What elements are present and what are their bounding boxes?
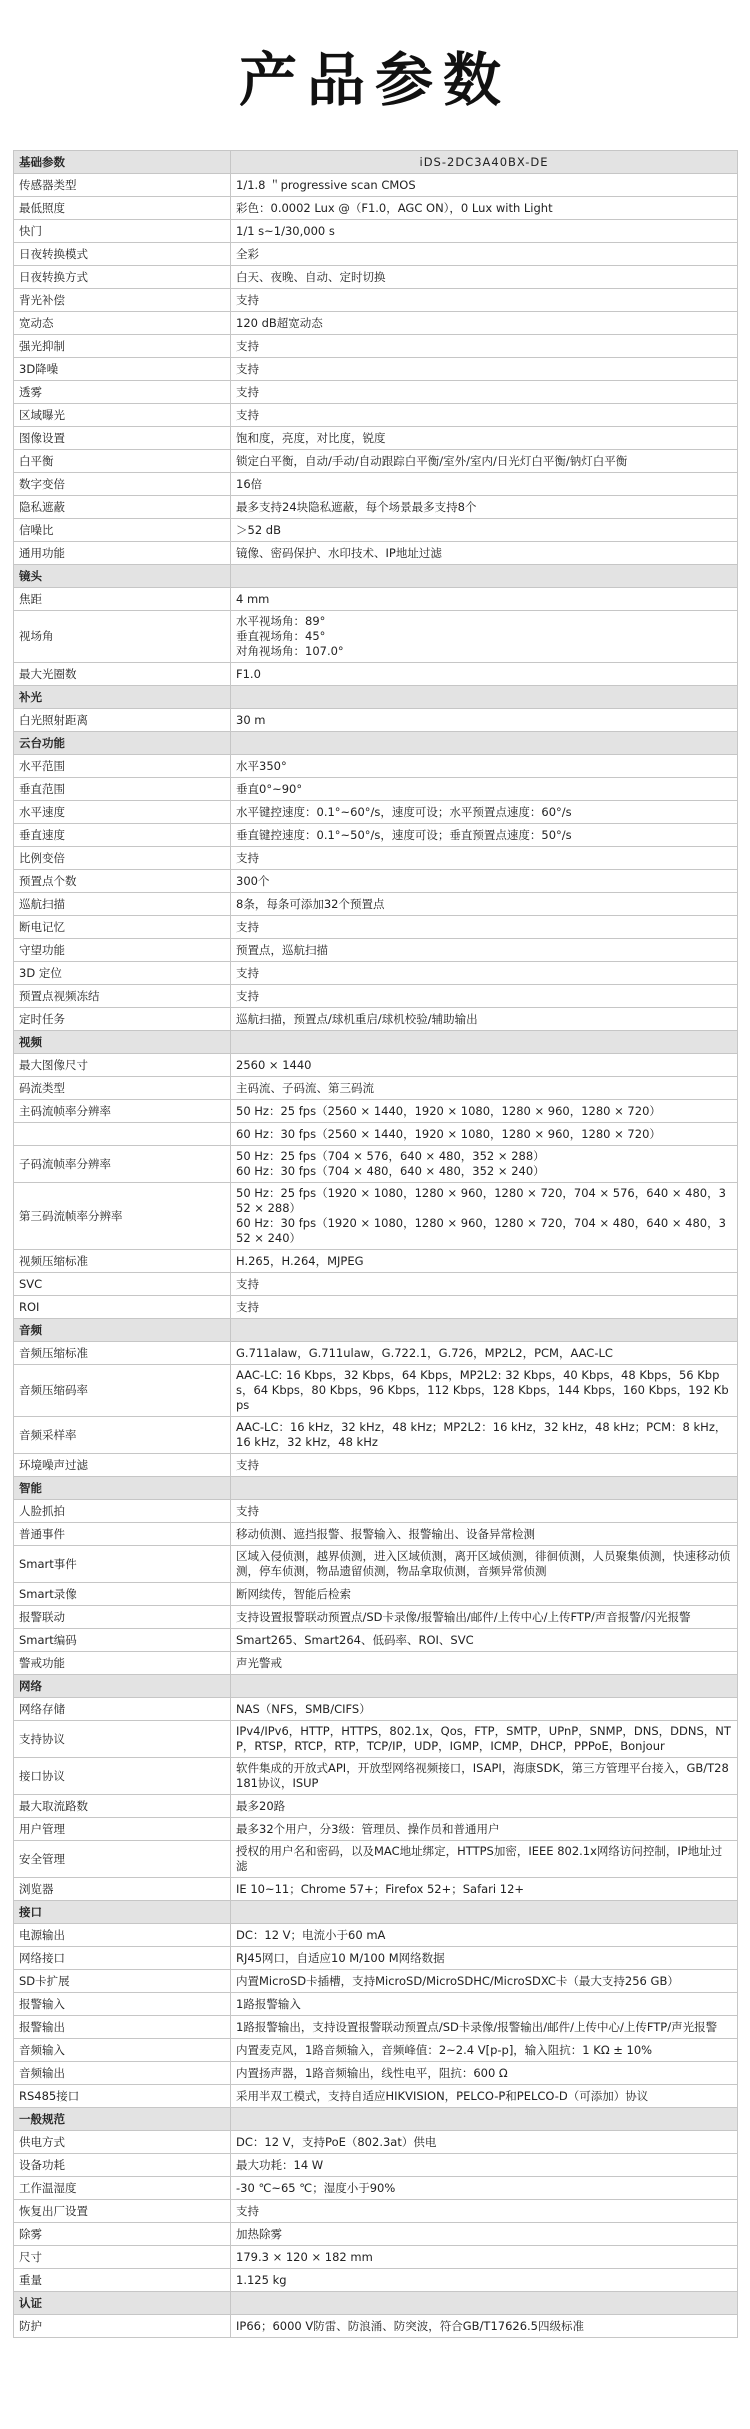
spec-row bbox=[14, 1947, 738, 1970]
spec-value: IE 10~11；Chrome 57+；Firefox 52+；Safari 12+ bbox=[231, 1878, 738, 1901]
spec-label: 安全管理 bbox=[14, 1841, 231, 1878]
spec-label: ROI bbox=[14, 1296, 231, 1319]
spec-label: 预置点个数 bbox=[14, 870, 231, 893]
section-header bbox=[14, 1675, 738, 1698]
spec-label: 除雾 bbox=[14, 2223, 231, 2246]
section-title: 认证 bbox=[14, 2292, 231, 2315]
spec-value bbox=[231, 611, 738, 663]
spec-label: Smart事件 bbox=[14, 1546, 231, 1583]
spec-label: 音频输入 bbox=[14, 2039, 231, 2062]
spec-row bbox=[14, 404, 738, 427]
spec-label: 垂直速度 bbox=[14, 824, 231, 847]
spec-value: 最大功耗：14 W bbox=[231, 2154, 738, 2177]
spec-label: RS485接口 bbox=[14, 2085, 231, 2108]
spec-row bbox=[14, 381, 738, 404]
spec-value: -30 ℃~65 ℃；湿度小于90% bbox=[231, 2177, 738, 2200]
spec-label: 人脸抓拍 bbox=[14, 1500, 231, 1523]
spec-row bbox=[14, 1818, 738, 1841]
spec-row bbox=[14, 962, 738, 985]
spec-label: 3D降噪 bbox=[14, 358, 231, 381]
spec-row bbox=[14, 801, 738, 824]
section-title: 一般规范 bbox=[14, 2108, 231, 2131]
spec-value-line: 垂直视场角：45° bbox=[236, 629, 326, 643]
spec-label: 图像设置 bbox=[14, 427, 231, 450]
spec-row bbox=[14, 473, 738, 496]
spec-row bbox=[14, 289, 738, 312]
spec-value: 支持 bbox=[231, 985, 738, 1008]
spec-row bbox=[14, 1054, 738, 1077]
spec-label: 最大光圈数 bbox=[14, 663, 231, 686]
spec-row bbox=[14, 1924, 738, 1947]
spec-value: NAS（NFS，SMB/CIFS） bbox=[231, 1698, 738, 1721]
spec-row bbox=[14, 1523, 738, 1546]
section-header bbox=[14, 686, 738, 709]
spec-label: 区域曝光 bbox=[14, 404, 231, 427]
spec-row bbox=[14, 335, 738, 358]
spec-value: 支持 bbox=[231, 404, 738, 427]
spec-value: H.265，H.264，MJPEG bbox=[231, 1250, 738, 1273]
spec-row bbox=[14, 1583, 738, 1606]
spec-table bbox=[13, 150, 738, 2338]
spec-label: 视频压缩标准 bbox=[14, 1250, 231, 1273]
spec-label: 背光补偿 bbox=[14, 289, 231, 312]
spec-value: 断网续传，智能后检索 bbox=[231, 1583, 738, 1606]
spec-row bbox=[14, 2200, 738, 2223]
spec-value: 1.125 kg bbox=[231, 2269, 738, 2292]
spec-label: 最大图像尺寸 bbox=[14, 1054, 231, 1077]
spec-row bbox=[14, 358, 738, 381]
spec-value: 内置扬声器，1路音频输出，线性电平，阻抗：600 Ω bbox=[231, 2062, 738, 2085]
spec-value: 声光警戒 bbox=[231, 1652, 738, 1675]
section-title: 镜头 bbox=[14, 565, 231, 588]
spec-value: 锁定白平衡，自动/手动/自动跟踪白平衡/室外/室内/日光灯白平衡/钠灯白平衡 bbox=[231, 450, 738, 473]
spec-row bbox=[14, 1077, 738, 1100]
section-header-blank bbox=[231, 1477, 738, 1500]
spec-label: SVC bbox=[14, 1273, 231, 1296]
spec-label: 重量 bbox=[14, 2269, 231, 2292]
spec-row bbox=[14, 266, 738, 289]
spec-value: 内置麦克风，1路音频输入，音频峰值：2~2.4 V[p-p]，输入阻抗：1 KΩ ± 10% bbox=[231, 2039, 738, 2062]
spec-row bbox=[14, 847, 738, 870]
spec-row bbox=[14, 2131, 738, 2154]
spec-label: 宽动态 bbox=[14, 312, 231, 335]
spec-label: 守望功能 bbox=[14, 939, 231, 962]
spec-row bbox=[14, 1841, 738, 1878]
spec-value: 授权的用户名和密码，以及MAC地址绑定，HTTPS加密，IEEE 802.1x网络访问控制，IP地址过滤 bbox=[231, 1841, 738, 1878]
spec-value: 8条，每条可添加32个预置点 bbox=[231, 893, 738, 916]
spec-value: 垂直0°~90° bbox=[231, 778, 738, 801]
spec-row bbox=[14, 1146, 738, 1183]
spec-row bbox=[14, 450, 738, 473]
spec-row bbox=[14, 519, 738, 542]
spec-value: RJ45网口，自适应10 M/100 M网络数据 bbox=[231, 1947, 738, 1970]
spec-value: 1路报警输入 bbox=[231, 1993, 738, 2016]
spec-row bbox=[14, 985, 738, 1008]
section-header-blank bbox=[231, 1901, 738, 1924]
spec-value: 1/1.8 ＂progressive scan CMOS bbox=[231, 174, 738, 197]
spec-row bbox=[14, 1365, 738, 1417]
spec-value: 支持设置报警联动预置点/SD卡录像/报警输出/邮件/上传中心/上传FTP/声音报警/闪光报警 bbox=[231, 1606, 738, 1629]
spec-label: 工作温湿度 bbox=[14, 2177, 231, 2200]
section-header bbox=[14, 1031, 738, 1054]
spec-row bbox=[14, 1606, 738, 1629]
spec-label: 网络存储 bbox=[14, 1698, 231, 1721]
spec-label: 白光照射距离 bbox=[14, 709, 231, 732]
section-header-blank bbox=[231, 686, 738, 709]
spec-label: 比例变倍 bbox=[14, 847, 231, 870]
spec-label: 通用功能 bbox=[14, 542, 231, 565]
spec-label: 浏览器 bbox=[14, 1878, 231, 1901]
section-title: 云台功能 bbox=[14, 732, 231, 755]
section-title: 基础参数 bbox=[14, 151, 231, 174]
section-header-blank bbox=[231, 1031, 738, 1054]
spec-row bbox=[14, 2177, 738, 2200]
section-title: 补光 bbox=[14, 686, 231, 709]
spec-row bbox=[14, 1123, 738, 1146]
spec-row bbox=[14, 1454, 738, 1477]
spec-value: 饱和度，亮度，对比度，锐度 bbox=[231, 427, 738, 450]
spec-row bbox=[14, 496, 738, 519]
spec-value: AAC-LC: 16 Kbps，32 Kbps，64 Kbps，MP2L2: 32 Kbps，40 Kbps，48 Kbps，56 Kbps，64 Kbps，80 Kbps，96 Kbps，112 Kbps，128 Kbps，144 Kbps，160 Kbps，192 Kbps bbox=[231, 1365, 738, 1417]
spec-row bbox=[14, 1795, 738, 1818]
spec-row bbox=[14, 2315, 738, 2338]
page-title: 产品参数 bbox=[238, 46, 511, 114]
spec-label: 白平衡 bbox=[14, 450, 231, 473]
section-header bbox=[14, 1901, 738, 1924]
spec-value-line: 60 Hz：30 fps（704 × 480，640 × 480，352 × 240） bbox=[236, 1164, 545, 1178]
spec-value: 移动侦测、遮挡报警、报警输入、报警输出、设备异常检测 bbox=[231, 1523, 738, 1546]
spec-label: 日夜转换方式 bbox=[14, 266, 231, 289]
spec-value: 垂直键控速度：0.1°~50°/s，速度可设；垂直预置点速度：50°/s bbox=[231, 824, 738, 847]
section-header-blank bbox=[231, 2108, 738, 2131]
spec-value: 支持 bbox=[231, 335, 738, 358]
spec-label: 电源输出 bbox=[14, 1924, 231, 1947]
spec-label: 音频压缩码率 bbox=[14, 1365, 231, 1417]
spec-value: 主码流、子码流、第三码流 bbox=[231, 1077, 738, 1100]
spec-value: 水平键控速度：0.1°~60°/s，速度可设；水平预置点速度：60°/s bbox=[231, 801, 738, 824]
spec-label: 巡航扫描 bbox=[14, 893, 231, 916]
spec-value: 300个 bbox=[231, 870, 738, 893]
spec-label: 3D 定位 bbox=[14, 962, 231, 985]
spec-label: 强光抑制 bbox=[14, 335, 231, 358]
spec-value: 支持 bbox=[231, 289, 738, 312]
spec-value: 最多20路 bbox=[231, 1795, 738, 1818]
spec-row bbox=[14, 824, 738, 847]
spec-row bbox=[14, 588, 738, 611]
spec-label: 预置点视频冻结 bbox=[14, 985, 231, 1008]
spec-row bbox=[14, 174, 738, 197]
section-header bbox=[14, 2292, 738, 2315]
spec-label: 警戒功能 bbox=[14, 1652, 231, 1675]
spec-label: 数字变倍 bbox=[14, 473, 231, 496]
spec-label: 尺寸 bbox=[14, 2246, 231, 2269]
spec-label: 用户管理 bbox=[14, 1818, 231, 1841]
spec-label: 供电方式 bbox=[14, 2131, 231, 2154]
section-header bbox=[14, 1477, 738, 1500]
spec-row bbox=[14, 709, 738, 732]
spec-label: 码流类型 bbox=[14, 1077, 231, 1100]
section-header bbox=[14, 2108, 738, 2131]
spec-row bbox=[14, 2062, 738, 2085]
spec-value: 内置MicroSD卡插槽，支持MicroSD/MicroSDHC/MicroSDXC卡（最大支持256 GB） bbox=[231, 1970, 738, 1993]
spec-label: 网络接口 bbox=[14, 1947, 231, 1970]
spec-value: 支持 bbox=[231, 2200, 738, 2223]
spec-row bbox=[14, 755, 738, 778]
spec-row bbox=[14, 1008, 738, 1031]
spec-row bbox=[14, 1993, 738, 2016]
spec-value: 巡航扫描，预置点/球机重启/球机校验/辅助输出 bbox=[231, 1008, 738, 1031]
spec-row bbox=[14, 1183, 738, 1250]
spec-row bbox=[14, 220, 738, 243]
spec-value: 16倍 bbox=[231, 473, 738, 496]
spec-value: DC：12 V，支持PoE（802.3at）供电 bbox=[231, 2131, 738, 2154]
spec-label: 音频采样率 bbox=[14, 1417, 231, 1454]
spec-row bbox=[14, 939, 738, 962]
spec-value: 全彩 bbox=[231, 243, 738, 266]
spec-label: 接口协议 bbox=[14, 1758, 231, 1795]
spec-label: 断电记忆 bbox=[14, 916, 231, 939]
spec-value: 1路报警输出，支持设置报警联动预置点/SD卡录像/报警输出/邮件/上传中心/上传FTP/声光报警 bbox=[231, 2016, 738, 2039]
spec-row bbox=[14, 1250, 738, 1273]
spec-value: DC：12 V；电流小于60 mA bbox=[231, 1924, 738, 1947]
section-title: 接口 bbox=[14, 1901, 231, 1924]
spec-value: 区域入侵侦测，越界侦测，进入区域侦测，离开区域侦测，徘徊侦测，人员聚集侦测，快速移动侦测，停车侦测，物品遗留侦测，物品拿取侦测，音频异常侦测 bbox=[231, 1546, 738, 1583]
spec-value: 支持 bbox=[231, 847, 738, 870]
spec-value: 2560 × 1440 bbox=[231, 1054, 738, 1077]
spec-row bbox=[14, 1878, 738, 1901]
spec-value: 50 Hz：25 fps（2560 × 1440，1920 × 1080，1280 × 960，1280 × 720） bbox=[231, 1100, 738, 1123]
spec-row bbox=[14, 663, 738, 686]
section-title: 智能 bbox=[14, 1477, 231, 1500]
spec-label: 设备功耗 bbox=[14, 2154, 231, 2177]
spec-value: 4 mm bbox=[231, 588, 738, 611]
section-title: 音频 bbox=[14, 1319, 231, 1342]
spec-row bbox=[14, 2246, 738, 2269]
section-header-blank bbox=[231, 2292, 738, 2315]
spec-row bbox=[14, 2016, 738, 2039]
section-header bbox=[14, 732, 738, 755]
spec-value: 加热除雾 bbox=[231, 2223, 738, 2246]
spec-row bbox=[14, 2085, 738, 2108]
spec-label: 垂直范围 bbox=[14, 778, 231, 801]
spec-value: Smart265、Smart264、低码率、ROI、SVC bbox=[231, 1629, 738, 1652]
section-header bbox=[14, 151, 738, 174]
spec-label: SD卡扩展 bbox=[14, 1970, 231, 1993]
section-header bbox=[14, 565, 738, 588]
section-header-blank bbox=[231, 565, 738, 588]
spec-row bbox=[14, 542, 738, 565]
spec-row bbox=[14, 243, 738, 266]
spec-row bbox=[14, 1698, 738, 1721]
spec-row bbox=[14, 611, 738, 663]
spec-value: 60 Hz：30 fps（2560 × 1440，1920 × 1080，1280 × 960，1280 × 720） bbox=[231, 1123, 738, 1146]
spec-value: 支持 bbox=[231, 962, 738, 985]
spec-row bbox=[14, 2269, 738, 2292]
spec-row bbox=[14, 778, 738, 801]
spec-value: ＞52 dB bbox=[231, 519, 738, 542]
spec-label: 报警输入 bbox=[14, 1993, 231, 2016]
spec-value: 120 dB超宽动态 bbox=[231, 312, 738, 335]
spec-label bbox=[14, 1123, 231, 1146]
spec-value-line: 对角视场角：107.0° bbox=[236, 644, 344, 658]
spec-value: 1/1 s~1/30,000 s bbox=[231, 220, 738, 243]
spec-row bbox=[14, 893, 738, 916]
spec-value: 支持 bbox=[231, 1454, 738, 1477]
spec-label: 透雾 bbox=[14, 381, 231, 404]
spec-value: 支持 bbox=[231, 1296, 738, 1319]
spec-value: 最多支持24块隐私遮蔽，每个场景最多支持8个 bbox=[231, 496, 738, 519]
spec-label: 环境噪声过滤 bbox=[14, 1454, 231, 1477]
spec-row bbox=[14, 1417, 738, 1454]
spec-label: 第三码流帧率分辨率 bbox=[14, 1183, 231, 1250]
section-header-blank bbox=[231, 1319, 738, 1342]
section-header-blank bbox=[231, 1675, 738, 1698]
spec-value: IPv4/IPv6，HTTP，HTTPS，802.1x，Qos，FTP，SMTP，UPnP，SNMP，DNS，DDNS，NTP，RTSP，RTCP，RTP，TCP/IP，UDP，IGMP，ICMP，DHCP，PPPoE，Bonjour bbox=[231, 1721, 738, 1758]
spec-label: 视场角 bbox=[14, 611, 231, 663]
spec-label: 音频输出 bbox=[14, 2062, 231, 2085]
spec-row bbox=[14, 2154, 738, 2177]
spec-row bbox=[14, 427, 738, 450]
section-title: 视频 bbox=[14, 1031, 231, 1054]
spec-label: 最低照度 bbox=[14, 197, 231, 220]
spec-label: 普通事件 bbox=[14, 1523, 231, 1546]
spec-label: 信噪比 bbox=[14, 519, 231, 542]
spec-label: 隐私遮蔽 bbox=[14, 496, 231, 519]
spec-label: 报警输出 bbox=[14, 2016, 231, 2039]
spec-row bbox=[14, 1546, 738, 1583]
spec-label: 恢复出厂设置 bbox=[14, 2200, 231, 2223]
spec-label: 子码流帧率分辨率 bbox=[14, 1146, 231, 1183]
spec-value: 最多32个用户，分3级：管理员、操作员和普通用户 bbox=[231, 1818, 738, 1841]
spec-row bbox=[14, 1629, 738, 1652]
spec-row bbox=[14, 1652, 738, 1675]
spec-value: 镜像、密码保护、水印技术、IP地址过滤 bbox=[231, 542, 738, 565]
spec-value: 支持 bbox=[231, 1500, 738, 1523]
section-header-blank bbox=[231, 732, 738, 755]
spec-row bbox=[14, 916, 738, 939]
spec-value-line: 50 Hz：25 fps（704 × 576，640 × 480，352 × 288） bbox=[236, 1149, 545, 1163]
spec-row bbox=[14, 1721, 738, 1758]
spec-row bbox=[14, 2223, 738, 2246]
spec-label: 水平速度 bbox=[14, 801, 231, 824]
spec-row bbox=[14, 197, 738, 220]
spec-row bbox=[14, 1296, 738, 1319]
spec-label: Smart编码 bbox=[14, 1629, 231, 1652]
spec-value: 白天、夜晚、自动、定时切换 bbox=[231, 266, 738, 289]
spec-row bbox=[14, 1342, 738, 1365]
spec-value: 彩色：0.0002 Lux @（F1.0，AGC ON），0 Lux with Light bbox=[231, 197, 738, 220]
spec-label: 最大取流路数 bbox=[14, 1795, 231, 1818]
spec-value bbox=[231, 1146, 738, 1183]
spec-value: 179.3 × 120 × 182 mm bbox=[231, 2246, 738, 2269]
section-title: 网络 bbox=[14, 1675, 231, 1698]
spec-row bbox=[14, 1100, 738, 1123]
spec-row bbox=[14, 1970, 738, 1993]
spec-value: 支持 bbox=[231, 358, 738, 381]
spec-row bbox=[14, 1758, 738, 1795]
spec-label: 日夜转换模式 bbox=[14, 243, 231, 266]
spec-value: 支持 bbox=[231, 916, 738, 939]
spec-value: 采用半双工模式，支持自适应HIKVISION，PELCO-P和PELCO-D（可添加）协议 bbox=[231, 2085, 738, 2108]
spec-value-line: 50 Hz：25 fps（1920 × 1080，1280 × 960，1280 × 720，704 × 576，640 × 480，352 × 288） bbox=[236, 1186, 726, 1215]
spec-row bbox=[14, 1500, 738, 1523]
spec-label: 音频压缩标准 bbox=[14, 1342, 231, 1365]
spec-value: 软件集成的开放式API，开放型网络视频接口，ISAPI，海康SDK，第三方管理平台接入，GB/T28181协议，ISUP bbox=[231, 1758, 738, 1795]
spec-label: 报警联动 bbox=[14, 1606, 231, 1629]
spec-value-line: 水平视场角：89° bbox=[236, 614, 326, 628]
spec-label: 快门 bbox=[14, 220, 231, 243]
section-header bbox=[14, 1319, 738, 1342]
spec-label: 水平范围 bbox=[14, 755, 231, 778]
spec-row bbox=[14, 2039, 738, 2062]
spec-value: 支持 bbox=[231, 1273, 738, 1296]
spec-value: 30 m bbox=[231, 709, 738, 732]
spec-label: 焦距 bbox=[14, 588, 231, 611]
spec-label: 防护 bbox=[14, 2315, 231, 2338]
spec-row bbox=[14, 870, 738, 893]
model-number: iDS-2DC3A40BX-DE bbox=[231, 151, 738, 174]
spec-label: 主码流帧率分辨率 bbox=[14, 1100, 231, 1123]
spec-value: F1.0 bbox=[231, 663, 738, 686]
spec-label: 传感器类型 bbox=[14, 174, 231, 197]
spec-value: 支持 bbox=[231, 381, 738, 404]
spec-label: Smart录像 bbox=[14, 1583, 231, 1606]
spec-value: 水平350° bbox=[231, 755, 738, 778]
spec-value: G.711alaw，G.711ulaw，G.722.1，G.726，MP2L2，PCM，AAC-LC bbox=[231, 1342, 738, 1365]
spec-value: 预置点，巡航扫描 bbox=[231, 939, 738, 962]
spec-label: 定时任务 bbox=[14, 1008, 231, 1031]
spec-value-line: 60 Hz：30 fps（1920 × 1080，1280 × 960，1280 × 720，704 × 480，640 × 480，352 × 240） bbox=[236, 1216, 726, 1245]
spec-row bbox=[14, 312, 738, 335]
spec-value: IP66；6000 V防雷、防浪涌、防突波，符合GB/T17626.5四级标准 bbox=[231, 2315, 738, 2338]
spec-value: AAC-LC：16 kHz，32 kHz，48 kHz；MP2L2：16 kHz，32 kHz，48 kHz；PCM：8 kHz，16 kHz，32 kHz，48 kHz bbox=[231, 1417, 738, 1454]
spec-label: 支持协议 bbox=[14, 1721, 231, 1758]
spec-value bbox=[231, 1183, 738, 1250]
spec-row bbox=[14, 1273, 738, 1296]
